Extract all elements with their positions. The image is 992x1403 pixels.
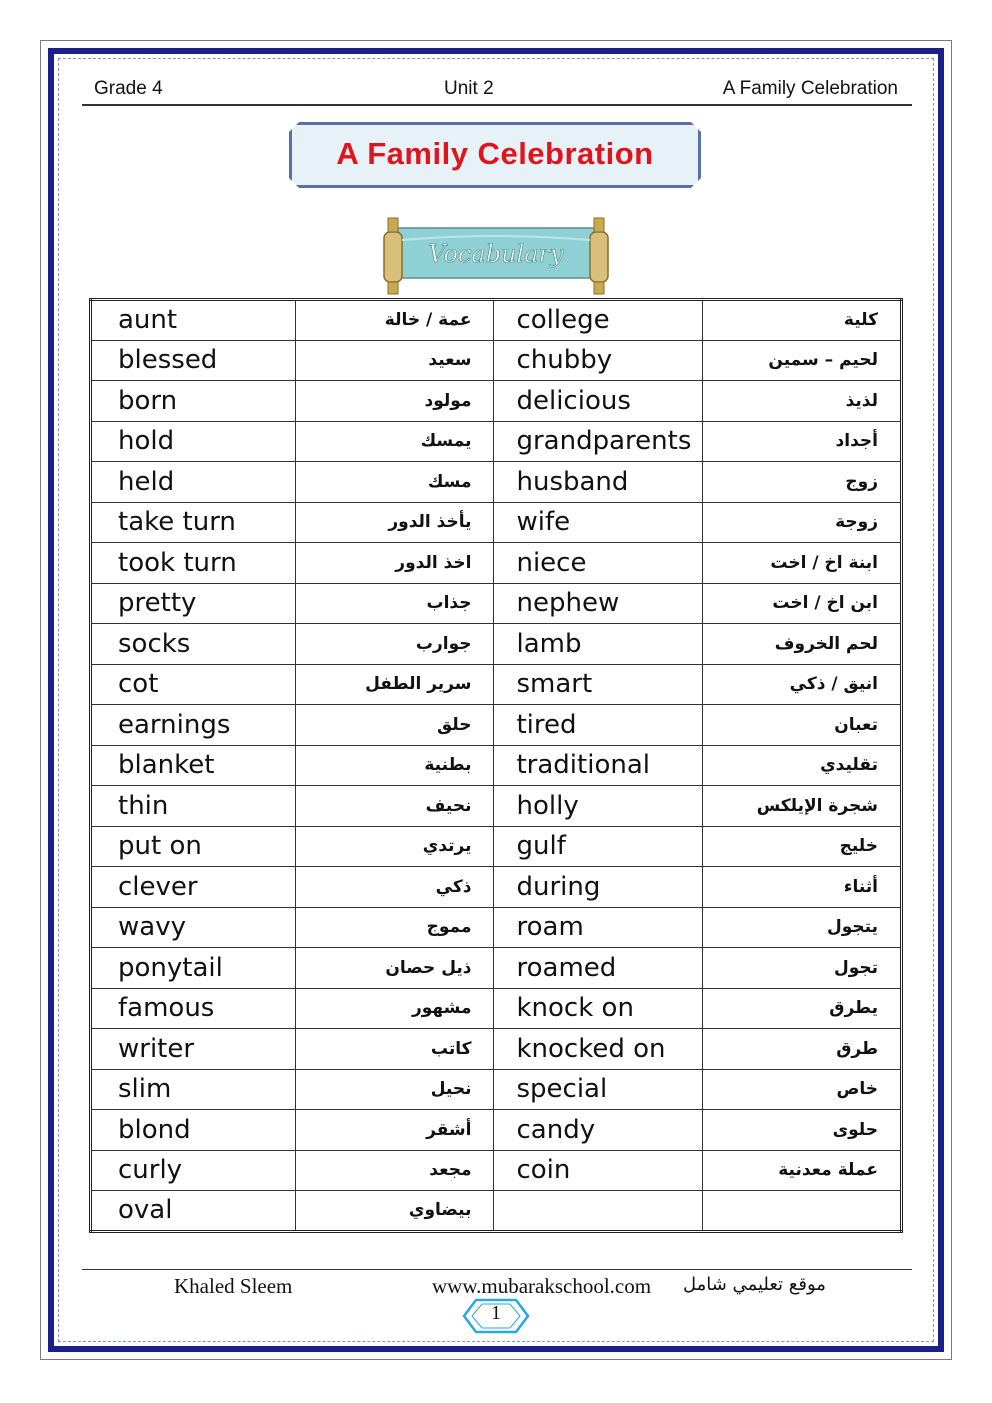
word-english: cot	[91, 664, 296, 705]
word-english: grandparents	[494, 421, 703, 462]
word-arabic: نحيل	[295, 1069, 494, 1110]
word-english: born	[91, 381, 296, 422]
word-english: coin	[494, 1150, 703, 1191]
word-arabic: تقليدي	[703, 745, 902, 786]
word-english: blanket	[91, 745, 296, 786]
vocabulary-scroll-banner	[378, 210, 614, 296]
word-english: socks	[91, 624, 296, 665]
footer-site-link[interactable]: www.mubarakschool.com	[432, 1274, 652, 1298]
word-english: blessed	[91, 340, 296, 381]
word-arabic: ابن اخ / اخت	[703, 583, 902, 624]
table-row	[91, 300, 902, 341]
page-title: A Family Celebration	[336, 136, 654, 171]
word-english: niece	[494, 543, 703, 584]
table-row	[91, 664, 902, 705]
word-english: ponytail	[91, 948, 296, 989]
word-english: curly	[91, 1150, 296, 1191]
word-arabic: خليج	[703, 826, 902, 867]
header-grade: Grade 4	[94, 78, 163, 99]
word-arabic: يتجول	[703, 907, 902, 948]
word-english	[494, 1191, 703, 1232]
word-arabic: مجعد	[295, 1150, 494, 1191]
word-english: clever	[91, 867, 296, 908]
word-arabic: يرتدي	[295, 826, 494, 867]
word-english: held	[91, 462, 296, 503]
word-english: blond	[91, 1110, 296, 1151]
table-row	[91, 705, 902, 746]
word-english: earnings	[91, 705, 296, 746]
word-arabic: تجول	[703, 948, 902, 989]
table-row	[91, 948, 902, 989]
word-arabic: يأخذ الدور	[295, 502, 494, 543]
word-english: candy	[494, 1110, 703, 1151]
word-arabic: جذاب	[295, 583, 494, 624]
table-row	[91, 867, 902, 908]
word-english: take turn	[91, 502, 296, 543]
word-english: knock on	[494, 988, 703, 1029]
header-unit: Unit 2	[444, 78, 494, 99]
banner-text: Vocabulary	[428, 240, 564, 268]
word-arabic: بطنية	[295, 745, 494, 786]
table-row	[91, 462, 902, 503]
table-row	[91, 988, 902, 1029]
word-arabic: ذيل حصان	[295, 948, 494, 989]
word-english: aunt	[91, 300, 296, 341]
word-arabic: زوجة	[703, 502, 902, 543]
page-header	[82, 76, 912, 106]
word-english: gulf	[494, 826, 703, 867]
word-arabic: انيق / ذكي	[703, 664, 902, 705]
table-row	[91, 1150, 902, 1191]
table-row	[91, 583, 902, 624]
word-english: smart	[494, 664, 703, 705]
table-row	[91, 543, 902, 584]
word-arabic: طرق	[703, 1029, 902, 1070]
table-row	[91, 1191, 902, 1232]
word-english: delicious	[494, 381, 703, 422]
word-arabic: مولود	[295, 381, 494, 422]
vocabulary-table	[89, 298, 903, 1233]
word-english: thin	[91, 786, 296, 827]
table-row	[91, 745, 902, 786]
word-english: knocked on	[494, 1029, 703, 1070]
word-english: famous	[91, 988, 296, 1029]
word-english: husband	[494, 462, 703, 503]
word-english: chubby	[494, 340, 703, 381]
word-arabic: ذكي	[295, 867, 494, 908]
word-arabic: جوارب	[295, 624, 494, 665]
word-english: wife	[494, 502, 703, 543]
table-row	[91, 502, 902, 543]
word-arabic: أثناء	[703, 867, 902, 908]
word-arabic: سعيد	[295, 340, 494, 381]
word-english: took turn	[91, 543, 296, 584]
word-english: lamb	[494, 624, 703, 665]
word-english: college	[494, 300, 703, 341]
table-row	[91, 826, 902, 867]
word-english: oval	[91, 1191, 296, 1232]
word-arabic	[703, 1191, 902, 1232]
table-row	[91, 786, 902, 827]
word-english: roam	[494, 907, 703, 948]
word-arabic: عملة معدنية	[703, 1150, 902, 1191]
footer-divider	[82, 1269, 912, 1270]
word-arabic: أشقر	[295, 1110, 494, 1151]
word-english: writer	[91, 1029, 296, 1070]
table-row	[91, 1029, 902, 1070]
word-arabic: نحيف	[295, 786, 494, 827]
word-arabic: ابنة اخ / اخت	[703, 543, 902, 584]
word-arabic: زوج	[703, 462, 902, 503]
word-arabic: كلية	[703, 300, 902, 341]
table-row	[91, 340, 902, 381]
table-row	[91, 624, 902, 665]
word-english: pretty	[91, 583, 296, 624]
word-arabic: بيضاوي	[295, 1191, 494, 1232]
word-arabic: خاص	[703, 1069, 902, 1110]
word-english: during	[494, 867, 703, 908]
word-arabic: كاتب	[295, 1029, 494, 1070]
word-english: nephew	[494, 583, 703, 624]
word-arabic: مشهور	[295, 988, 494, 1029]
word-arabic: لذيذ	[703, 381, 902, 422]
word-arabic: تعبان	[703, 705, 902, 746]
footer-author: Khaled Sleem	[174, 1274, 293, 1298]
word-arabic: أجداد	[703, 421, 902, 462]
word-english: put on	[91, 826, 296, 867]
word-arabic: مموج	[295, 907, 494, 948]
table-row	[91, 381, 902, 422]
word-arabic: يطرق	[703, 988, 902, 1029]
word-english: hold	[91, 421, 296, 462]
footer-site-tagline: موقع تعليمي شامل	[683, 1274, 826, 1295]
word-arabic: شجرة الإيلكس	[703, 786, 902, 827]
word-arabic: لحيم – سمين	[703, 340, 902, 381]
word-arabic: لحم الخروف	[703, 624, 902, 665]
page-number: 1	[491, 1302, 501, 1324]
word-arabic: اخذ الدور	[295, 543, 494, 584]
word-english: roamed	[494, 948, 703, 989]
table-row	[91, 1110, 902, 1151]
word-arabic: مسك	[295, 462, 494, 503]
word-arabic: عمة / خالة	[295, 300, 494, 341]
word-english: wavy	[91, 907, 296, 948]
table-row	[91, 907, 902, 948]
word-arabic: حلوى	[703, 1110, 902, 1151]
word-english: special	[494, 1069, 703, 1110]
word-english: holly	[494, 786, 703, 827]
header-topic: A Family Celebration	[722, 78, 898, 99]
table-row	[91, 421, 902, 462]
word-english: slim	[91, 1069, 296, 1110]
word-arabic: يمسك	[295, 421, 494, 462]
table-row	[91, 1069, 902, 1110]
word-arabic: سرير الطفل	[295, 664, 494, 705]
word-english: tired	[494, 705, 703, 746]
word-arabic: حلق	[295, 705, 494, 746]
word-english: traditional	[494, 745, 703, 786]
